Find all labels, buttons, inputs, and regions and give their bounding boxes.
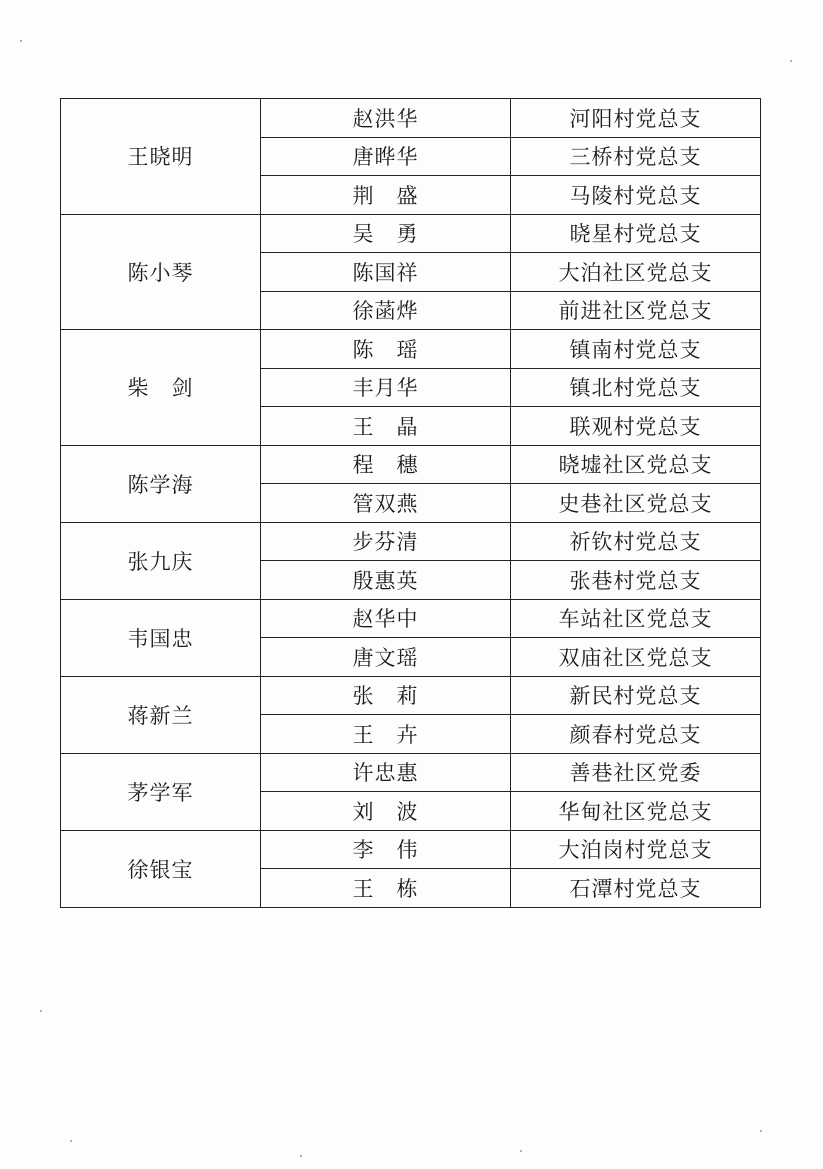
unit-cell: 张巷村党总支 <box>511 561 761 600</box>
table-row <box>61 599 761 638</box>
member-name-cell: 殷惠英 <box>261 561 511 600</box>
scan-speck <box>790 60 792 62</box>
leader-cell: 张九庆 <box>61 522 261 599</box>
leader-cell: 陈学海 <box>61 445 261 522</box>
unit-cell: 马陵村党总支 <box>511 176 761 215</box>
member-name-cell: 李 伟 <box>261 830 511 869</box>
member-name-cell: 唐晔华 <box>261 137 511 176</box>
member-name-cell: 管双燕 <box>261 484 511 523</box>
scan-speck <box>70 1140 72 1142</box>
unit-cell: 大泊社区党总支 <box>511 253 761 292</box>
member-name-cell: 吴 勇 <box>261 214 511 253</box>
member-name-cell: 陈国祥 <box>261 253 511 292</box>
scan-speck <box>520 1150 522 1152</box>
scan-speck <box>40 1010 42 1012</box>
unit-cell: 善巷社区党委 <box>511 753 761 792</box>
unit-cell: 史巷社区党总支 <box>511 484 761 523</box>
unit-cell: 晓墟社区党总支 <box>511 445 761 484</box>
table-row <box>61 214 761 253</box>
leader-cell: 柴 剑 <box>61 330 261 446</box>
member-name-cell: 王 晶 <box>261 407 511 446</box>
unit-cell: 联观村党总支 <box>511 407 761 446</box>
unit-cell: 河阳村党总支 <box>511 99 761 138</box>
member-name-cell: 徐菡烨 <box>261 291 511 330</box>
unit-cell: 大泊岗村党总支 <box>511 830 761 869</box>
unit-cell: 双庙社区党总支 <box>511 638 761 677</box>
unit-cell: 前进社区党总支 <box>511 291 761 330</box>
member-name-cell: 陈 瑶 <box>261 330 511 369</box>
member-name-cell: 程 穗 <box>261 445 511 484</box>
unit-cell: 华甸社区党总支 <box>511 792 761 831</box>
member-name-cell: 刘 波 <box>261 792 511 831</box>
table-row <box>61 522 761 561</box>
unit-cell: 祈钦村党总支 <box>511 522 761 561</box>
member-name-cell: 张 莉 <box>261 676 511 715</box>
unit-cell: 车站社区党总支 <box>511 599 761 638</box>
scan-speck <box>760 1130 762 1132</box>
member-name-cell: 丰月华 <box>261 368 511 407</box>
unit-cell: 新民村党总支 <box>511 676 761 715</box>
leader-cell: 王晓明 <box>61 99 261 215</box>
scan-speck <box>300 1155 302 1157</box>
unit-cell: 三桥村党总支 <box>511 137 761 176</box>
member-name-cell: 唐文瑶 <box>261 638 511 677</box>
table-row <box>61 830 761 869</box>
table-row <box>61 330 761 369</box>
member-name-cell: 赵华中 <box>261 599 511 638</box>
unit-cell: 镇南村党总支 <box>511 330 761 369</box>
member-name-cell: 荆 盛 <box>261 176 511 215</box>
scan-speck <box>20 40 22 42</box>
assignment-table <box>60 98 761 908</box>
leader-cell: 韦国忠 <box>61 599 261 676</box>
table-row <box>61 753 761 792</box>
member-name-cell: 步芬清 <box>261 522 511 561</box>
member-name-cell: 许忠惠 <box>261 753 511 792</box>
table-row <box>61 99 761 138</box>
leader-cell: 陈小琴 <box>61 214 261 330</box>
leader-cell: 徐银宝 <box>61 830 261 907</box>
member-name-cell: 王 卉 <box>261 715 511 754</box>
leader-cell: 蒋新兰 <box>61 676 261 753</box>
unit-cell: 石潭村党总支 <box>511 869 761 908</box>
unit-cell: 镇北村党总支 <box>511 368 761 407</box>
unit-cell: 颜春村党总支 <box>511 715 761 754</box>
unit-cell: 晓星村党总支 <box>511 214 761 253</box>
table-row <box>61 676 761 715</box>
table-row <box>61 445 761 484</box>
leader-cell: 茅学军 <box>61 753 261 830</box>
assignment-table-body <box>61 99 761 908</box>
member-name-cell: 赵洪华 <box>261 99 511 138</box>
member-name-cell: 王 栋 <box>261 869 511 908</box>
